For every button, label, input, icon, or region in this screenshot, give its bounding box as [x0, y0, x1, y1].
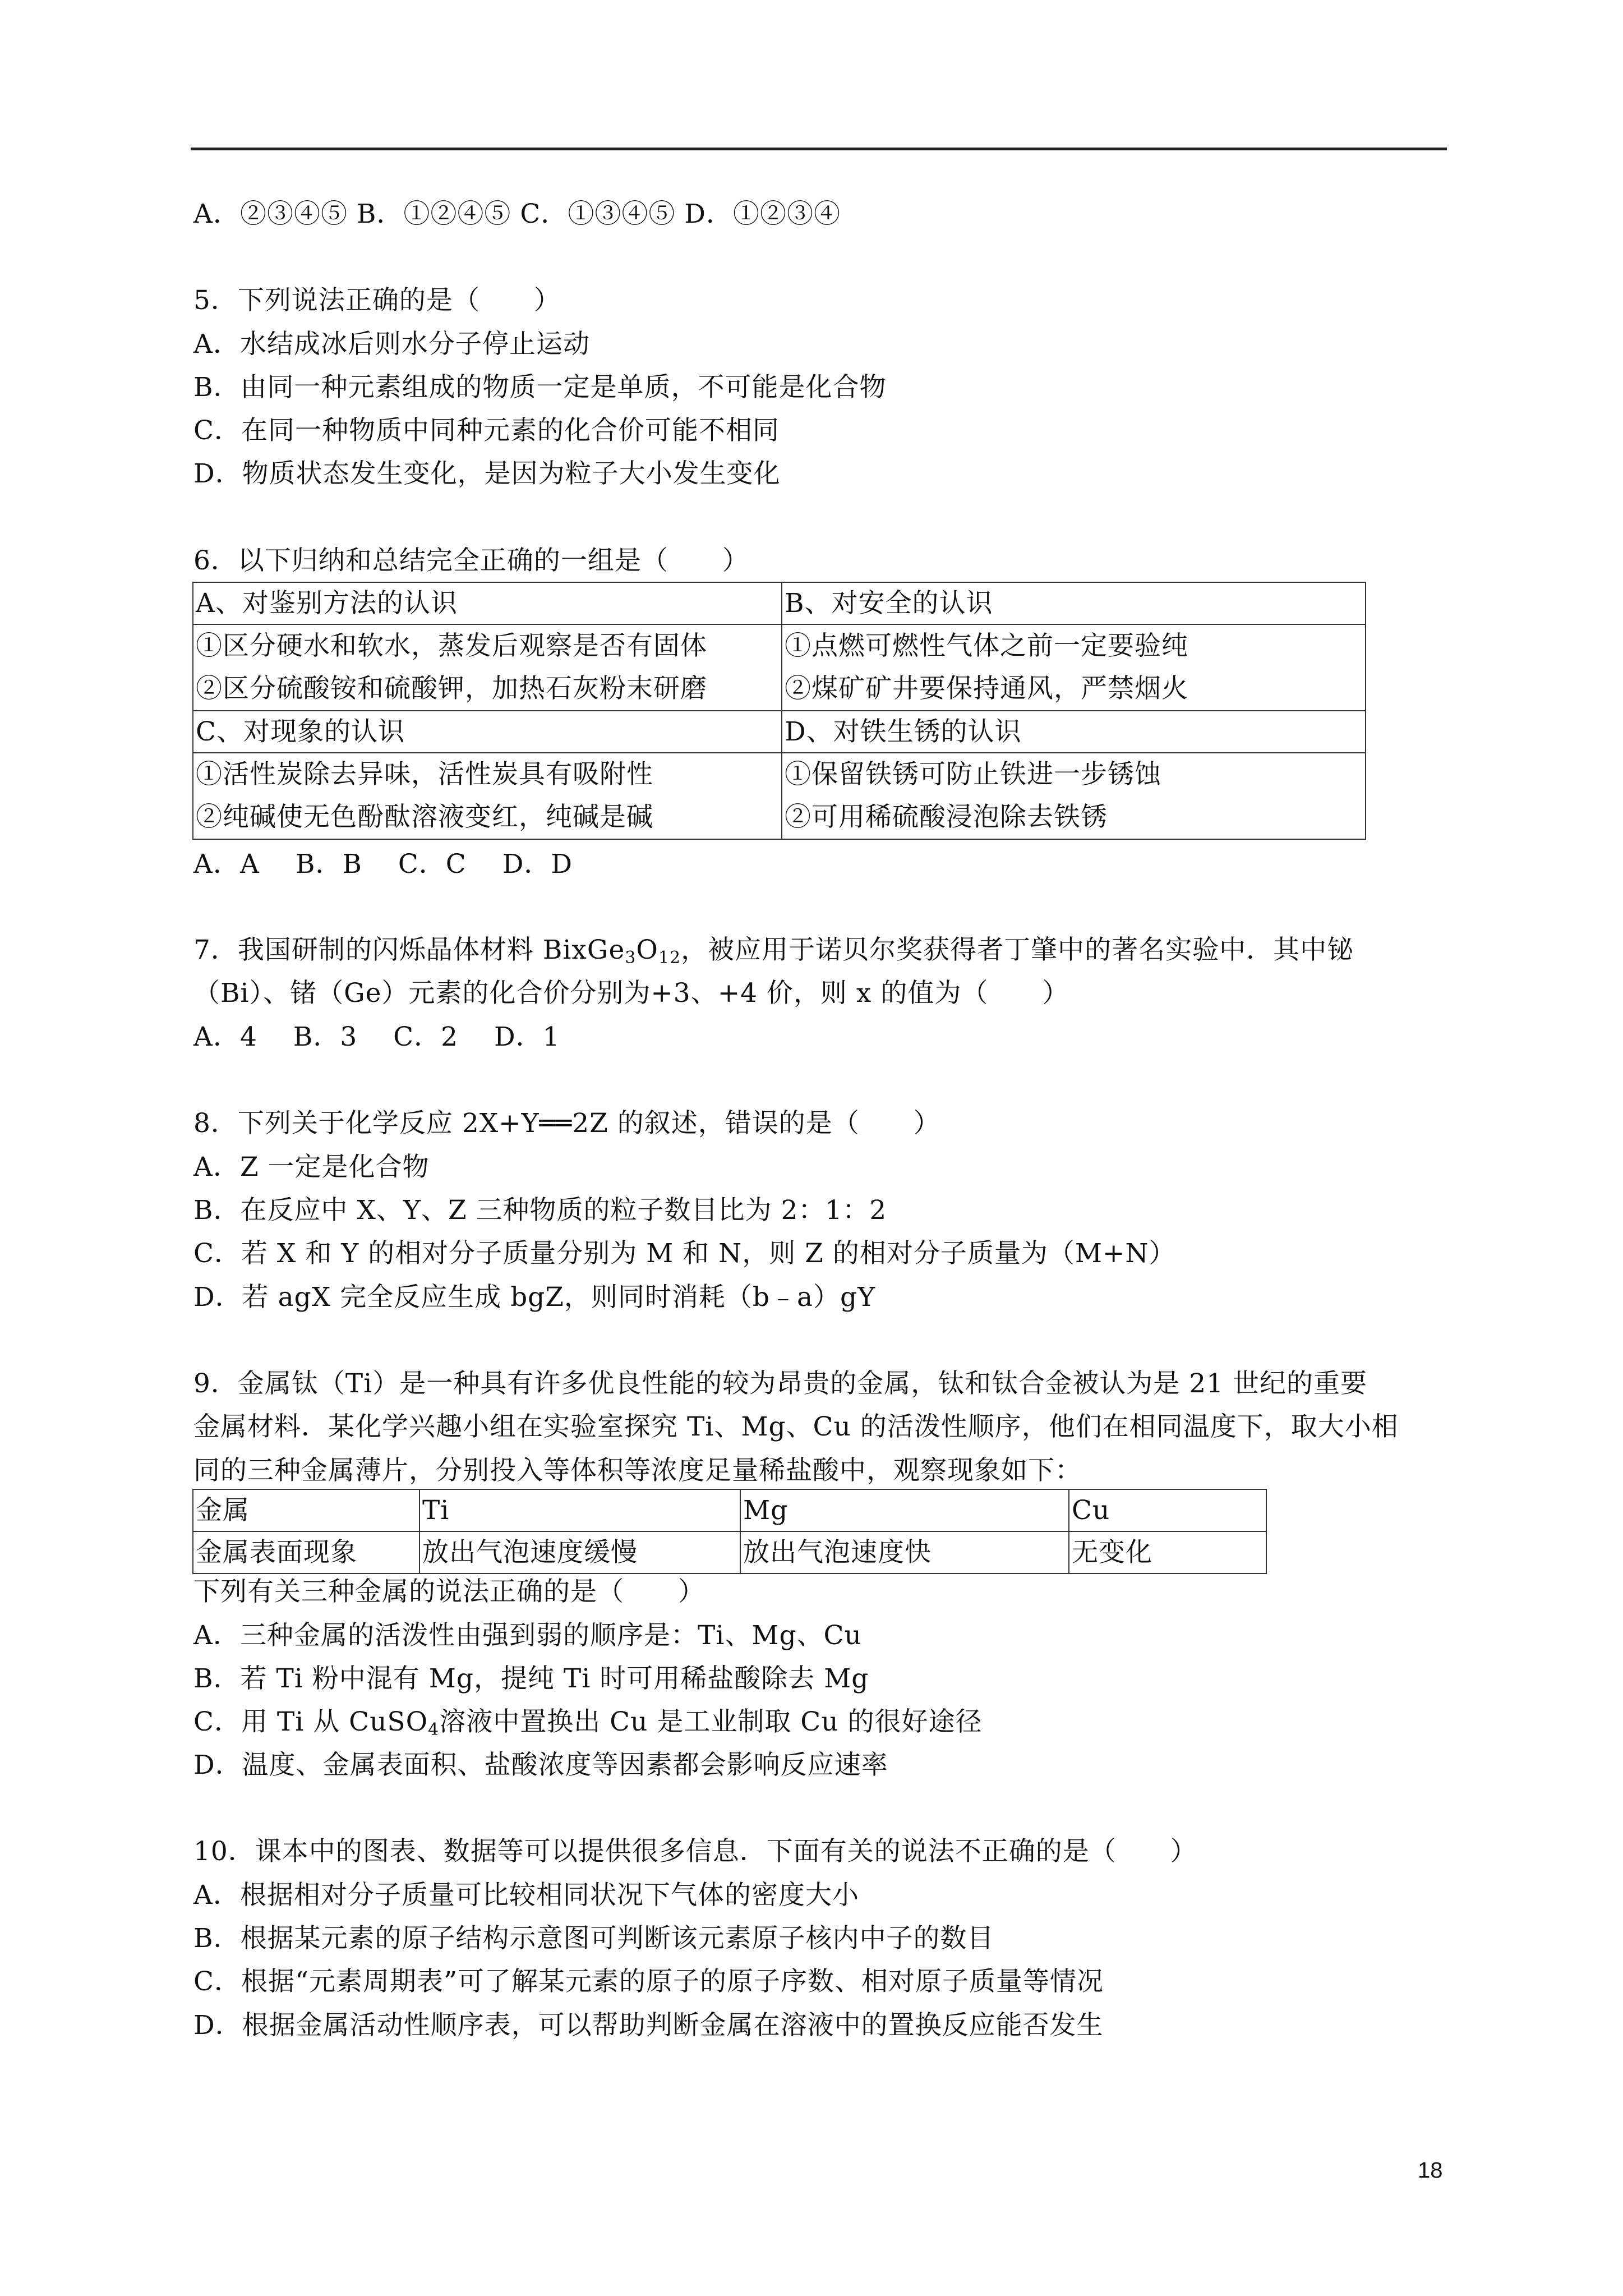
q4-options: A．②③④⑤ B．①②④⑤ C．①③④⑤ D．①②③④	[193, 199, 841, 229]
q9-header-mg: Mg	[740, 1489, 1069, 1531]
q10-stem: 10．课本中的图表、数据等可以提供很多信息．下面有关的说法不正确的是（ ）	[193, 1836, 1197, 1867]
q5-option-d: D．物质状态发生变化，是因为粒子大小发生变化	[193, 458, 781, 489]
q6-b-body	[782, 624, 1366, 711]
q6-a-body	[193, 624, 782, 711]
q6-d-head: D、对铁生锈的认识	[782, 711, 1366, 753]
q9-cu-phenomenon: 无变化	[1069, 1531, 1266, 1573]
q6-c-head: C、对现象的认识	[193, 711, 782, 753]
q10-option-d: D．根据金属活动性顺序表，可以帮助判断金属在溶液中的置换反应能否发生	[193, 2010, 1104, 2041]
q9-header-metal: 金属	[193, 1489, 419, 1531]
q5-option-c: C．在同一种物质中同种元素的化合价可能不相同	[193, 415, 780, 446]
q9-ti-phenomenon: 放出气泡速度缓慢	[419, 1531, 740, 1573]
q8-option-a: A．Z 一定是化合物	[193, 1152, 430, 1182]
q9-stem-line-2: 金属材料．某化学兴趣小组在实验室探究 Ti、Mg、Cu 的活泼性顺序，他们在相同温度下，取大小相	[193, 1411, 1399, 1442]
q6-d-body	[782, 753, 1366, 839]
q9-row-label: 金属表面现象	[193, 1531, 419, 1573]
q9-option-c-before: C．用 Ti 从 CuSO	[193, 1706, 428, 1737]
q6-a-line-2: ②区分硫酸铵和硫酸钾，加热石灰粉末研磨	[196, 673, 707, 704]
q10-option-a: A．根据相对分子质量可比较相同状况下气体的密度大小	[193, 1880, 859, 1911]
q7-text-before: 7．我国研制的闪烁晶体材料 BixGe	[193, 935, 625, 965]
q10-option-c: C．根据“元素周期表”可了解某元素的原子的原子序数、相对原子质量等情况	[193, 1966, 1104, 1997]
q7-text-after: ，被应用于诺贝尔奖获得者丁肇中的著名实验中．其中铋	[681, 935, 1354, 965]
q9-stem-line-3: 同的三种金属薄片，分别投入等体积等浓度足量稀盐酸中，观察现象如下：	[193, 1455, 1082, 1486]
q9-mg-phenomenon: 放出气泡速度快	[740, 1531, 1069, 1573]
q7-subscript-3: 3	[625, 948, 637, 968]
q7-subscript-12: 12	[658, 948, 681, 968]
q7-line-2: （Bi）、锗（Ge）元素的化合价分别为+3、+4 价，则 x 的值为（ ）	[193, 978, 1069, 1009]
q9-header-cu: Cu	[1069, 1489, 1266, 1531]
page-number: 18	[1418, 2158, 1443, 2183]
q6-table	[192, 582, 1366, 840]
q7-options: A．4 B．3 C．2 D．1	[193, 1022, 560, 1052]
q9-stem-line-1: 9．金属钛（Ti）是一种具有许多优良性能的较为昂贵的金属，钛和钛合金被认为是 21 世纪的重要	[193, 1368, 1367, 1399]
q8-option-b: B．在反应中 X、Y、Z 三种物质的粒子数目比为 2：1：2	[193, 1195, 887, 1226]
q5-option-a: A．水结成冰后则水分子停止运动	[193, 329, 590, 360]
q6-d-line-2: ②可用稀硫酸浸泡除去铁锈	[785, 802, 1108, 832]
q6-options: A．A B．B C．C D．D	[193, 849, 573, 880]
q7-oxygen: O	[636, 935, 658, 965]
q6-stem: 6．以下归纳和总结完全正确的一组是（ ）	[193, 545, 749, 576]
q8-option-c: C．若 X 和 Y 的相对分子质量分别为 M 和 N，则 Z 的相对分子质量为（M+N）	[193, 1238, 1176, 1269]
q9-option-c-after: 溶液中置换出 Cu 是工业制取 Cu 的很好途径	[439, 1706, 983, 1737]
q6-c-body	[193, 753, 782, 839]
q8-option-d: D．若 agX 完全反应生成 bgZ，则同时消耗（b﹣a）gY	[193, 1282, 876, 1313]
q9-question: 下列有关三种金属的说法正确的是（ ）	[193, 1576, 705, 1607]
q6-d-line-1: ①保留铁锈可防止铁进一步锈蚀	[785, 759, 1161, 790]
q6-c-line-1: ①活性炭除去异味，活性炭具有吸附性	[196, 759, 653, 790]
header-rule	[191, 148, 1447, 150]
q6-a-head: A、对鉴别方法的认识	[193, 582, 782, 624]
q9-option-d: D．温度、金属表面积、盐酸浓度等因素都会影响反应速率	[193, 1750, 888, 1780]
q10-option-b: B．根据某元素的原子结构示意图可判断该元素原子核内中子的数目	[193, 1923, 994, 1954]
q9-header-ti: Ti	[419, 1489, 740, 1531]
q9-option-b: B．若 Ti 粉中混有 Mg，提纯 Ti 时可用稀盐酸除去 Mg	[193, 1663, 869, 1694]
q7-line-1	[193, 933, 1450, 975]
q8-stem: 8．下列关于化学反应 2X+Y══2Z 的叙述，错误的是（ ）	[193, 1108, 940, 1139]
q6-b-head: B、对安全的认识	[782, 582, 1366, 624]
q6-a-line-1: ①区分硬水和软水，蒸发后观察是否有固体	[196, 631, 707, 661]
q6-b-line-1: ①点燃可燃性气体之前一定要验纯	[785, 631, 1188, 661]
q9-option-c	[193, 1705, 1450, 1747]
q6-b-line-2: ②煤矿矿井要保持通风，严禁烟火	[785, 673, 1188, 704]
q9-option-c-subscript: 4	[428, 1720, 440, 1740]
q9-option-a: A．三种金属的活泼性由强到弱的顺序是：Ti、Mg、Cu	[193, 1620, 862, 1651]
q9-table	[192, 1489, 1267, 1574]
q6-c-line-2: ②纯碱使无色酚酞溶液变红，纯碱是碱	[196, 802, 653, 832]
q5-option-b: B．由同一种元素组成的物质一定是单质，不可能是化合物	[193, 372, 887, 403]
q5-stem: 5．下列说法正确的是（ ）	[193, 285, 561, 316]
